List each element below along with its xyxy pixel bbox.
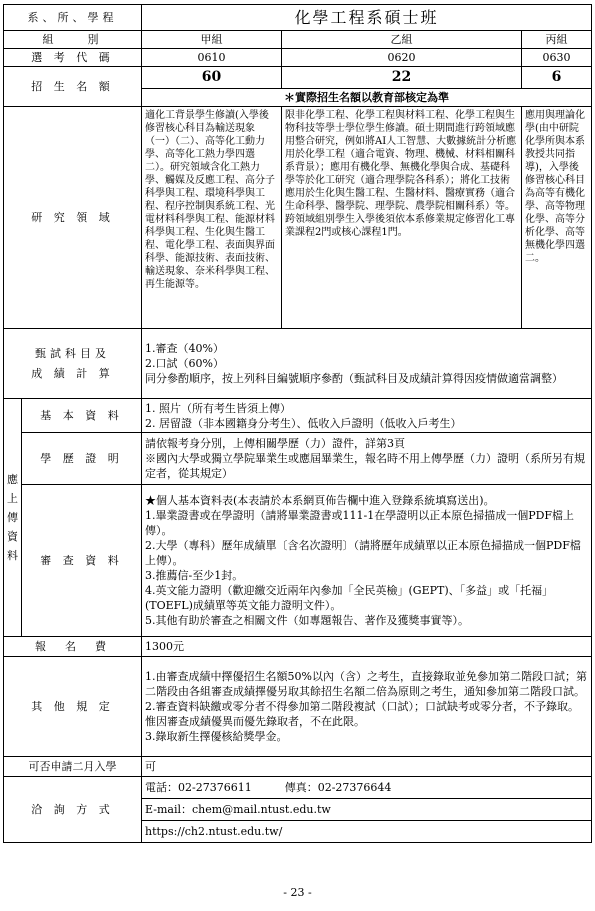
exam-item: 2.口試（60%） [145, 357, 224, 370]
review-item: ★個人基本資料表(本表請於本系網頁佈告欄中進入登錄系統填寫送出)。 [145, 494, 495, 507]
research-col-a: 適化工背景學生修讀(入學後修習核心科目為輸送現象（一）（二）、高等化工動力學、高等化工熱力學四選二）。研究領域含化工熱力學、觸媒及反應工程、高分子科學與工程、環境科學與工程、程序控制與系統工程、光電材料科學與工程、能源材料科學與工程、生化與生醫工程、電化學工程、表面與界面科學、能源技術、表面技術、輸送現象、奈米科學與工程、再生能源等。 [142, 107, 282, 329]
group-c: 丙組 [522, 31, 592, 49]
review-items [142, 485, 592, 637]
program-title: 化學工程系碩士班 [142, 5, 592, 31]
quota-a: 60 [142, 67, 282, 89]
admission-table-wrapper [3, 4, 591, 843]
research-col-b: 限非化學工程、化學工程與材料工程、化學工程與生物科技等學士學位學生修讀。碩士期間進行跨領域應用整合研究，例如將AI人工智慧、大數據統計分析應用於化學工程（適合電資、物理、機械、材料相關科系背景）；應用有機化學、無機化學與合成、基礎科學等於化工研究（適合理學院各科系）；將化工技術應用於生化與生醫工程、生醫材料、醫療實務（適合生命科學、醫學院、理學院、農學院相關科系）等。跨領域組別學生入學後須依本系修業規定修習化工專業課程2門或核心課程1門。 [282, 107, 522, 329]
program-label: 系、所、學程 [4, 5, 142, 31]
other-label: 其 他 規 定 [4, 657, 142, 757]
basic-item: 1. 照片（所有考生皆須上傳） [145, 401, 291, 415]
exam-item: 同分參酌順序，按上列科目編號順序參酌（甄試科目及成績計算得因疫情做適當調整） [145, 372, 563, 385]
quota-label: 招 生 名 額 [4, 67, 142, 107]
upload-char: 料 [7, 549, 18, 562]
quota-note: ＊實際招生名額以教育部核定為準 [142, 89, 592, 107]
review-label: 審 查 資 料 [22, 485, 142, 637]
page-number: - 23 - [283, 886, 312, 899]
review-item: 3.推薦信-至少1封。 [145, 569, 244, 582]
upload-side-label [4, 399, 22, 637]
group-label: 組 別 [4, 31, 142, 49]
other-item: 3.錄取新生擇優核給獎學金。 [145, 730, 288, 743]
review-item: 5.其他有助於審查之相關文件（如專題報告、著作及獲獎事實等）。 [145, 614, 469, 627]
upload-char: 應 [7, 473, 18, 486]
fee-value: 1300元 [142, 637, 592, 657]
exam-label-line1: 甄試科目及 [35, 346, 110, 360]
exam-items [142, 329, 592, 399]
code-c: 0630 [522, 49, 592, 67]
contact-url[interactable]: https://ch2.ntust.edu.tw/ [142, 821, 592, 843]
other-items [142, 657, 592, 757]
quota-c: 6 [522, 67, 592, 89]
edu-label: 學 歷 證 明 [22, 433, 142, 485]
code-label: 選 考 代 碼 [4, 49, 142, 67]
exam-item: 1.審查（40%） [145, 342, 224, 355]
edu-item: ※國內大學或獨立學院畢業生或應屆畢業生，報名時不用上傳學歷（力）證明（系所另有規定者，從其規定） [145, 452, 585, 480]
research-col-c: 應用與理論化學(由中研院化學所與本系教授共同指導)，入學後修習核心科目為高等有機化學、高等物理化學、高等分析化學、高等無機化學四選二。 [522, 107, 592, 329]
upload-char: 資 [7, 530, 18, 543]
basic-item: 2. 居留證（非本國籍身分考生）、低收入戶證明（低收入戶考生） [145, 416, 462, 430]
review-item: 2.大學（專科）歷年成績單〔含名次證明〕（請將歷年成績單以正本原色掃描成一個PDF檔上傳）。 [145, 539, 581, 567]
edu-items [142, 433, 592, 485]
group-b: 乙組 [282, 31, 522, 49]
edu-item: 請依報考身分別，上傳相關學歷（力）證件，詳第3頁 [145, 437, 405, 450]
contact-phone: 電話：02-27376611 傳真：02-27376644 [142, 777, 592, 799]
other-item: 2.審查資料缺繳或零分者不得參加第二階段複試（口試）；口試缺考或零分者，不予錄取。惟因審查成績優異而優先錄取者，不在此限。 [145, 700, 579, 728]
other-item: 1.由審查成績中擇優招生名額50%以內（含）之考生，直接錄取並免參加第二階段口試；第二階段由各組審查成績擇優另取其餘招生名額二倍為原則之考生，通知參加第二階段口試。 [145, 670, 587, 698]
admission-table [3, 4, 592, 843]
basic-label: 基 本 資 料 [22, 399, 142, 433]
review-item: 1.畢業證書或在學證明（請將畢業證書或111-1在學證明以正本原色掃描成一個PDF檔上傳）。 [145, 509, 575, 537]
fee-label: 報 名 費 [4, 637, 142, 657]
review-item: 4.英文能力證明（歡迎繳交近兩年內參加「全民英檢」(GEPT)、「多益」或「托福」(TOEFL)成績單等英文能力證明文件）。 [145, 584, 554, 612]
feb-value: 可 [142, 757, 592, 777]
research-label: 研 究 領 域 [4, 107, 142, 329]
quota-b: 22 [282, 67, 522, 89]
code-b: 0620 [282, 49, 522, 67]
code-a: 0610 [142, 49, 282, 67]
feb-label: 可否申請二月入學 [4, 757, 142, 777]
exam-label [4, 329, 142, 399]
contact-email[interactable]: E-mail：chem@mail.ntust.edu.tw [142, 799, 592, 821]
exam-label-line2: 成 績 計 算 [31, 366, 114, 380]
upload-char: 上 [7, 492, 18, 505]
upload-char: 傳 [7, 511, 18, 524]
group-a: 甲組 [142, 31, 282, 49]
basic-items [142, 399, 592, 433]
contact-label: 洽 詢 方 式 [4, 777, 142, 843]
